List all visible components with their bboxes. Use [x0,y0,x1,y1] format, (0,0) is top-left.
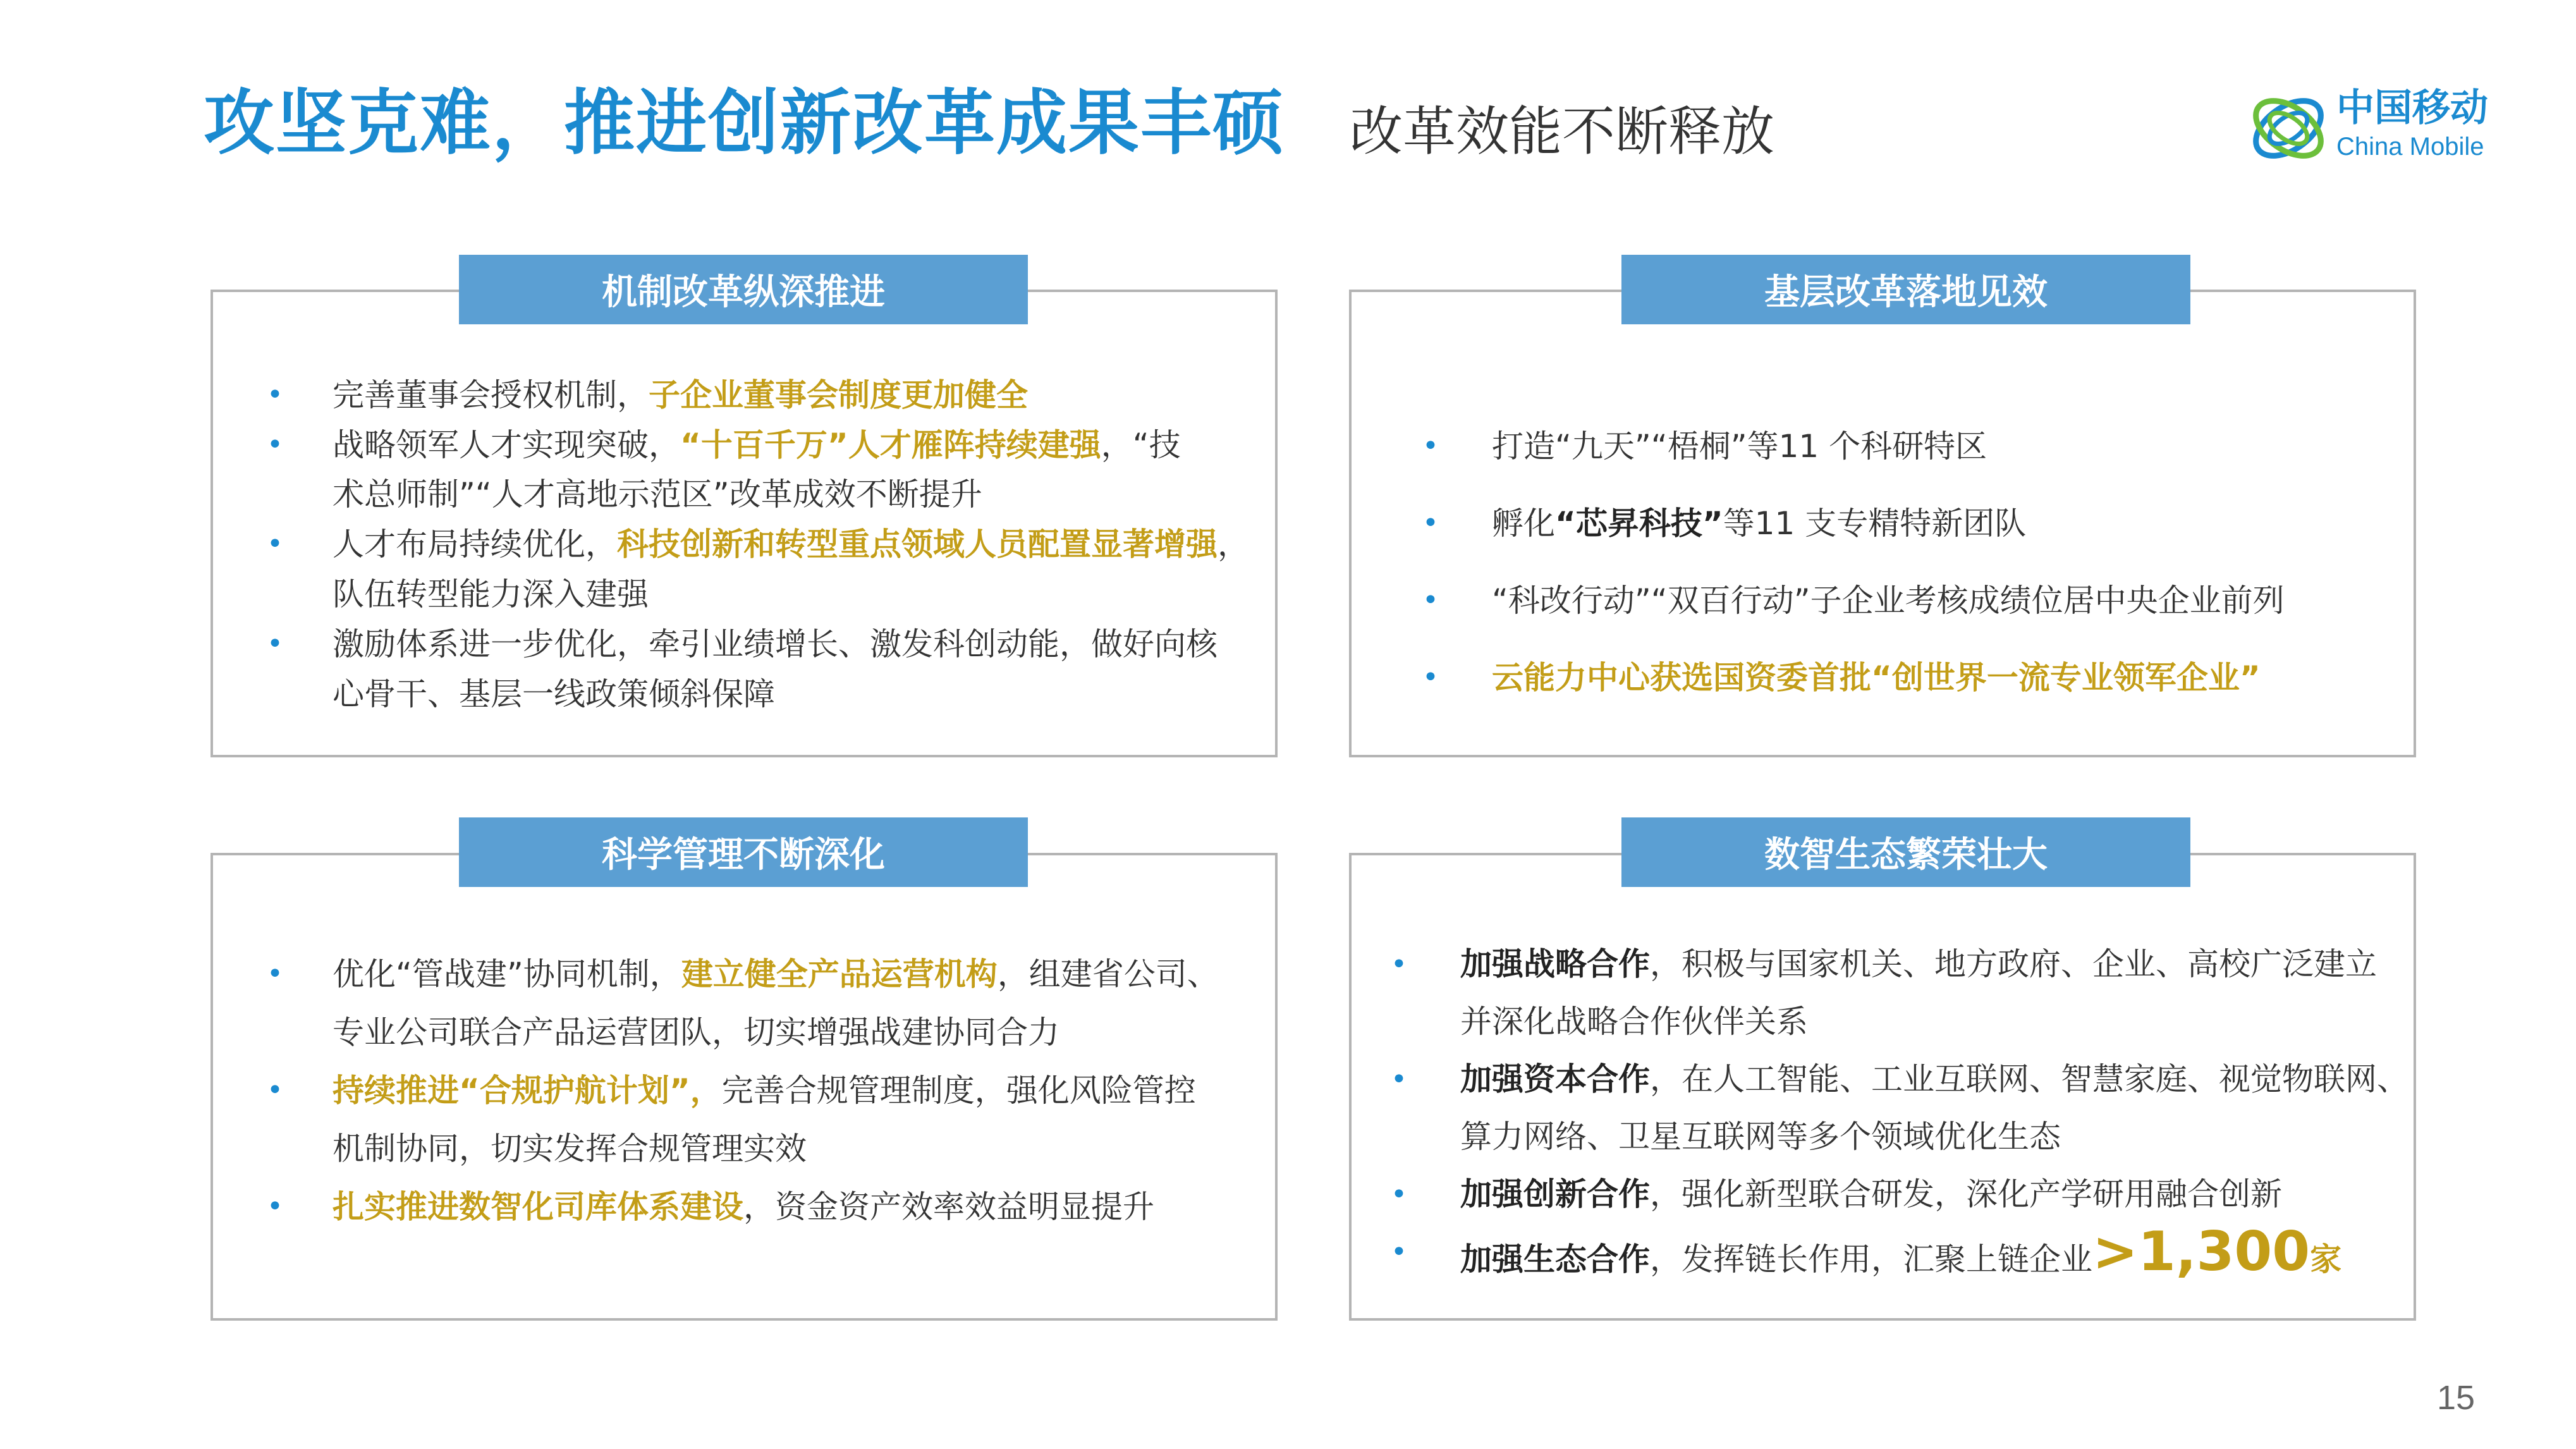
item-text: 等11 支专精特新团队 [1723,505,2027,542]
item-text: ， [1218,526,1249,563]
list-item [1422,485,2408,562]
item-highlight: 建立健全产品运营机构 [681,956,998,993]
bullet-icon: • [1422,430,1439,462]
bullet-icon: • [1422,661,1439,694]
page-subtitle: 改革效能不断释放 [1350,101,1775,162]
bullet-icon: • [267,379,283,411]
item-emphasis: 加强生态合作 [1460,1241,1650,1278]
list-item [267,1061,1266,1120]
item-text: 专业公司联合产品运营团队，切实增强战建协同合力 [333,1014,1059,1051]
item-emphasis: 加强资本合作 [1460,1061,1650,1097]
item-text: 完善合规管理制度，强化风险管控 [721,1072,1196,1109]
list-item-continuation [1391,1108,2408,1166]
item-text: 并深化战略合作伙伴关系 [1460,1003,1808,1040]
list-item [267,519,1266,570]
bullet-icon: • [267,429,283,461]
item-text: 完善董事会授权机制， [333,377,649,413]
list-item-continuation [267,1120,1266,1178]
item-text: 孵化 [1492,505,1555,542]
bullet-icon: • [267,1190,283,1223]
item-text: ，强化新型联合研发，深化产学研用融合创新 [1650,1176,2282,1213]
item-text: 算力网络、卫星互联网等多个领域优化生态 [1460,1118,2061,1155]
panel-mechanism-reform-header: 机制改革纵深推进 [459,255,1028,324]
item-text: 激励体系进一步优化，牵引业绩增长、激发科创动能，做好向核 [333,626,1218,663]
list-item [1391,936,2408,993]
item-emphasis: “芯昇科技” [1555,505,1723,542]
item-text: 术总师制”“人才高地示范区”改革成效不断提升 [333,476,982,513]
list-item-continuation [267,470,1266,519]
list-item [267,420,1266,470]
list-item-continuation [267,1003,1266,1061]
item-highlight: 云能力中心获选国资委首批“创世界一流专业领军企业” [1492,659,2261,696]
item-highlight: “十百千万”人才雁阵持续建强 [680,427,1101,463]
item-text: ，积极与国家机关、地方政府、企业、高校广泛建立 [1650,946,2377,982]
item-text: “科改行动”“双百行动”子企业考核成绩位居中央企业前列 [1492,582,2285,619]
item-text: ，发挥链长作用，汇聚上链企业 [1650,1241,2092,1278]
item-text: 机制协同，切实发挥合规管理实效 [333,1130,807,1167]
bullet-icon: • [1391,1178,1407,1211]
list-item [1422,639,2408,716]
china-mobile-logo [2247,87,2513,169]
list-item-continuation [267,669,1266,719]
logo-text-cn: 中国移动 [2336,86,2488,130]
panel-grassroots-reform-header: 基层改革落地见效 [1621,255,2190,324]
item-emphasis: 加强战略合作 [1460,946,1650,982]
item-text: ，资金资产效率效益明显提升 [743,1189,1154,1225]
item-text: ，在人工智能、工业互联网、智慧家庭、视觉物联网、 [1650,1061,2408,1097]
panel-digital-ecosystem-list [1391,936,2408,1288]
list-item [267,619,1266,669]
list-item [1391,1166,2408,1223]
page-number: 15 [2437,1379,2475,1417]
item-highlight: 子企业董事会制度更加健全 [649,377,1028,413]
panel-mechanism-reform-list [267,370,1266,719]
panel-scientific-management-header: 科学管理不断深化 [459,817,1028,887]
list-item [1422,408,2408,485]
item-text: 战略领军人才实现突破， [333,427,680,463]
item-text: 队伍转型能力深入建强 [333,576,649,613]
panel-grassroots-reform-list [1422,408,2408,716]
bullet-icon: • [267,528,283,560]
item-text: 心骨干、基层一线政策倾斜保障 [333,676,775,712]
bullet-icon: • [1391,1236,1407,1268]
list-item-continuation [1391,993,2408,1051]
logo-swirl-icon [2247,87,2329,169]
item-highlight: 扎实推进数智化司库体系建设 [333,1189,743,1225]
item-highlight: 持续推进“合规护航计划”， [333,1072,722,1109]
item-text: 人才布局持续优化， [333,526,617,563]
logo-text-en: China Mobile [2336,133,2484,161]
item-text: 优化“管战建”协同机制， [333,956,681,993]
page-title: 攻坚克难，推进创新改革成果丰硕 [204,82,1285,164]
item-text: 打造“九天”“梧桐”等11 个科研特区 [1492,428,1987,465]
item-text: ，“技 [1101,427,1181,463]
panel-digital-ecosystem-header: 数智生态繁荣壮大 [1621,817,2190,887]
list-item [267,1178,1266,1236]
enterprise-count-unit: 家 [2310,1241,2342,1278]
bullet-icon: • [1422,507,1439,539]
bullet-icon: • [267,628,283,660]
list-item [1422,562,2408,639]
bullet-icon: • [267,958,283,990]
bullet-icon: • [267,1074,283,1106]
list-item [267,370,1266,420]
item-text: ，组建省公司、 [997,956,1219,993]
bullet-icon: • [1391,1063,1407,1096]
bullet-icon: • [1391,948,1407,981]
item-emphasis: 加强创新合作 [1460,1176,1650,1213]
bullet-icon: • [1422,584,1439,616]
panel-scientific-management-list [267,945,1266,1236]
item-highlight: 科技创新和转型重点领域人员配置显著增强 [617,526,1218,563]
enterprise-count: >1,300 [2092,1220,2310,1283]
list-item [1391,1220,2408,1288]
list-item-continuation [267,570,1266,619]
list-item [1391,1051,2408,1108]
list-item [267,945,1266,1003]
